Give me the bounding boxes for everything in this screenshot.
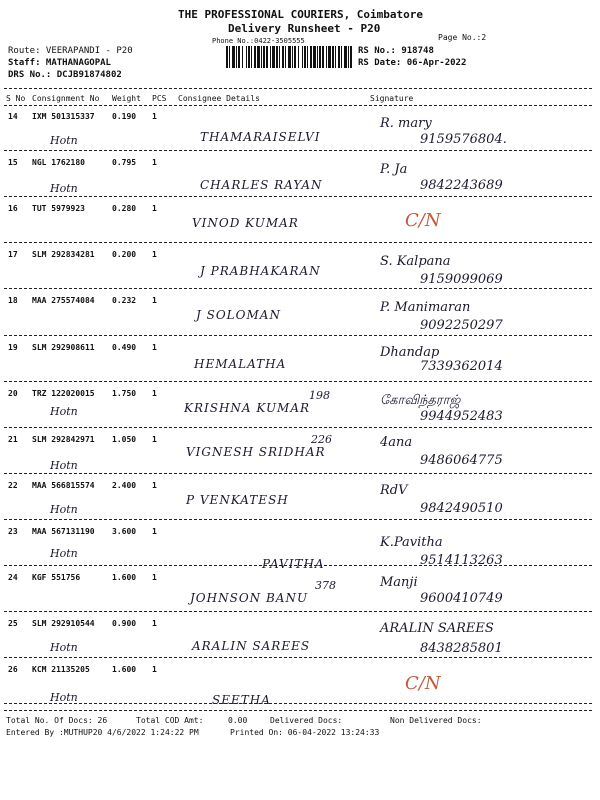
row-consignee-name: VIGNESH SRIDHAR [186,444,326,459]
row-phone-number: 9486064775 [420,452,503,468]
row-signature: 4ana [380,434,413,450]
row-phone-number: 9159576804. [420,132,507,147]
row-sno: 20 [8,388,18,398]
header-divider-top [4,88,592,89]
row-weight: 0.900 [112,619,137,629]
row-consignment-no: TUT 5979923 [32,204,85,214]
col-consignee: Consignee Details [178,94,260,103]
row-sno: 16 [8,204,18,214]
row-handwritten-mark: Hotn [50,691,78,705]
header-divider-bottom [4,105,592,106]
row-consignee-name: HEMALATHA [194,356,287,371]
entered-by: Entered By :MUTHUP20 4/6/2022 1:24:22 PM [6,728,199,737]
row-consignee-name: SEETHA [212,693,271,708]
row-handwritten-mark: Hotn [50,641,78,655]
row-signature: P. Manimaran [380,300,471,316]
runsheet-subtitle: Delivery Runsheet - P20 [228,22,381,35]
row-weight: 0.795 [112,158,137,168]
row-sno: 24 [8,573,18,582]
row-consignee-name: THAMARAISELVI [200,130,321,144]
row-signature: Manji [380,575,418,590]
row-handwritten-mark: Hotn [50,182,78,196]
col-consignment: Consignment No [32,94,100,103]
row-consignment-no: MAA 567131190 [32,526,95,536]
row-pcs: 1 [152,573,157,582]
row-phone-number: 9514113263 [420,552,503,568]
row-divider [4,703,592,704]
row-divider [4,150,592,151]
row-consignee-name: VINOD KUMAR [192,216,299,231]
barcode [226,46,354,68]
route-label: Route: VEERAPANDI - P20 [8,46,133,56]
row-divider [4,565,592,566]
col-signature: Signature [370,94,414,103]
row-divider [4,657,592,658]
row-consignment-no: SLM 292842971 [32,434,95,444]
rs-number: RS No.: 918748 [358,46,434,56]
row-pcs: 1 [152,342,157,352]
row-pcs: 1 [152,388,157,398]
staff-label: Staff: MATHANAGOPAL [8,58,111,68]
row-consignee-note: 198 [309,388,330,402]
row-consignment-no: SLM 292834281 [32,250,95,260]
printed-on: Printed On: 06-04-2022 13:24:33 [230,728,380,737]
row-consignee-name: KRISHNA KUMAR [184,400,311,415]
row-sno: 23 [8,526,18,536]
row-consignee-note: 226 [311,432,332,446]
row-divider [4,242,592,243]
total-cod-amount: 0.00 [228,716,248,725]
row-weight: 1.600 [112,665,137,675]
row-weight: 3.600 [112,526,137,536]
row-consignment-no: KGF 551756 [32,573,81,582]
non-delivered-docs: Non Delivered Docs: [390,716,482,725]
row-consignment-no: MAA 566815574 [32,480,95,490]
row-signature: RdV [380,482,408,498]
row-consignment-no: TRZ 122020015 [32,388,95,398]
row-phone-number: 9159099069 [420,272,503,288]
row-consignee-name: ARALIN SAREES [192,639,311,654]
document-title: THE PROFESSIONAL COURIERS, Coimbatore [178,8,424,21]
row-weight: 1.050 [112,434,137,444]
col-sno: S No [6,94,26,103]
row-handwritten-mark: Hotn [50,546,78,560]
row-signature: Dhandap [380,344,440,360]
col-pcs: PCS [152,94,167,103]
row-pcs: 1 [152,480,157,490]
row-sno: 18 [8,296,18,306]
row-signature: K.Pavitha [380,534,443,550]
row-sno: 17 [8,250,18,260]
row-consignment-no: NGL 1762180 [32,158,85,168]
row-signature: R. mary [380,116,432,131]
footer-divider [4,710,592,711]
row-sno: 26 [8,665,18,675]
row-weight: 0.232 [112,296,137,306]
row-consignee-note: 378 [315,579,336,592]
phone-number: Phone No.:0422-3505555 [212,37,305,45]
row-consignment-no: MAA 275574084 [32,296,95,306]
row-weight: 0.490 [112,342,137,352]
row-pcs: 1 [152,619,157,629]
drs-number: DRS No.: DCJB91874802 [8,70,122,80]
row-consignee-name: CHARLES RAYAN [200,178,323,193]
total-docs: Total No. Of Docs: 26 [6,716,108,725]
row-signature: P. Ja [380,162,408,178]
row-divider [4,335,592,336]
row-signature: ARALIN SAREES [380,621,494,637]
row-divider [4,381,592,382]
row-handwritten-mark: Hotn [50,134,78,147]
row-handwritten-mark: Hotn [50,458,78,472]
row-sno: 14 [8,112,18,121]
row-consignment-no: KCM 21135205 [32,665,90,675]
row-signature: C/N [405,673,441,695]
row-phone-number: 9842243689 [420,178,503,194]
row-handwritten-mark: Hotn [50,502,78,516]
row-phone-number: 9842490510 [420,500,503,516]
row-phone-number: 9092250297 [420,318,503,334]
row-sno: 19 [8,342,18,352]
row-pcs: 1 [152,665,157,675]
row-pcs: 1 [152,296,157,306]
row-phone-number: 7339362014 [420,358,503,374]
row-sno: 22 [8,480,18,490]
row-signature: கோவிந்தராஜ் [380,392,461,408]
row-divider [4,611,592,612]
row-divider [4,519,592,520]
row-signature: S. Kalpana [380,254,451,270]
row-phone-number: 9600410749 [420,591,503,606]
row-consignee-name: J SOLOMAN [196,308,281,323]
row-consignee-name: JOHNSON BANU [190,591,309,605]
row-sno: 25 [8,619,18,629]
delivered-docs: Delivered Docs: [270,716,343,725]
row-sno: 21 [8,434,18,444]
row-consignment-no: SLM 292910544 [32,619,95,629]
row-divider [4,288,592,289]
row-consignee-name: P VENKATESH [186,492,289,507]
row-signature: C/N [405,210,441,232]
row-weight: 2.400 [112,480,137,490]
row-weight: 1.750 [112,388,137,398]
row-consignment-no: IXM 501315337 [32,112,95,121]
row-pcs: 1 [152,434,157,444]
row-consignee-name: J PRABHAKARAN [200,264,321,279]
row-pcs: 1 [152,204,157,214]
row-pcs: 1 [152,526,157,536]
row-pcs: 1 [152,158,157,168]
total-cod-label: Total COD Amt: [136,716,204,725]
col-weight: Weight [112,94,141,103]
page-number: Page No.:2 [438,33,487,42]
row-consignment-no: SLM 292908611 [32,342,95,352]
row-phone-number: 8438285801 [420,641,503,657]
row-weight: 0.190 [112,112,137,121]
row-weight: 1.600 [112,573,137,582]
row-weight: 0.200 [112,250,137,260]
row-divider [4,427,592,428]
row-divider [4,473,592,474]
row-sno: 15 [8,158,18,168]
row-consignee-name: PAVITHA [262,556,325,571]
rs-date: RS Date: 06-Apr-2022 [358,58,467,68]
row-divider [4,196,592,197]
row-weight: 0.280 [112,204,137,214]
row-phone-number: 9944952483 [420,408,503,424]
row-pcs: 1 [152,250,157,260]
row-pcs: 1 [152,112,157,121]
row-handwritten-mark: Hotn [50,404,78,418]
